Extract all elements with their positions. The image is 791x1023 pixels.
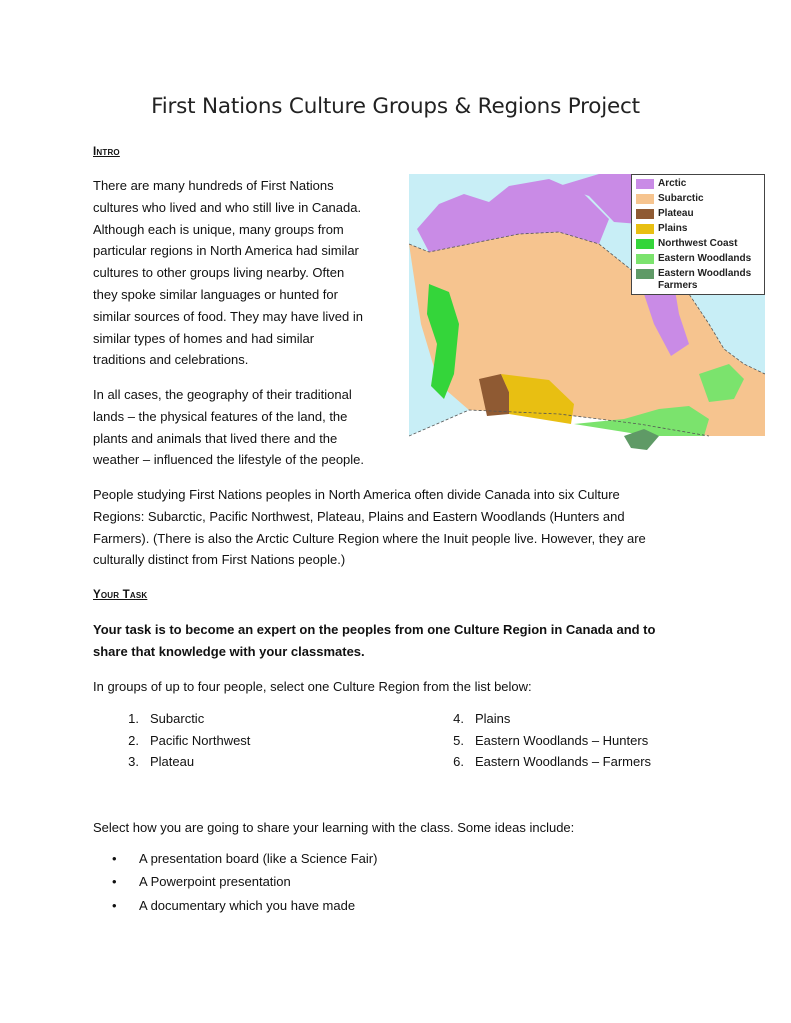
legend-item-eastern-woodlands-farmers [635,268,761,294]
task-heading: Your Task [93,589,148,601]
list-number: 1. [128,711,139,726]
intro-line: similar types of homes and had similar [93,330,315,346]
legend-swatch [636,269,654,279]
legend-item-arctic [635,178,761,193]
intro-line: cultures who lived and who still live in Canada. [93,199,362,215]
list-item [418,733,651,755]
list-item [93,711,250,733]
geography-line: In all cases, the geography of their traditional [93,387,352,402]
intro-line: There are many hundreds of First Nations [93,178,334,193]
legend-swatch [636,254,654,264]
legend-label: Eastern Woodlands Farmers [658,268,752,291]
page-title: First Nations Culture Groups & Regions Project [151,94,640,119]
list-item [93,733,250,755]
intro-line: Although each is unique, many groups from [93,221,344,237]
task-line: Your task is to become an expert on the peoples from one Culture Region in Canada and to [93,622,656,637]
list-label: Eastern Woodlands – Hunters [475,732,649,748]
legend-label: Plateau [658,208,694,219]
intro-line: particular regions in North America had similar [93,243,359,259]
culture-regions-map [409,174,765,469]
legend-swatch [636,209,654,219]
legend-label: Plains [658,223,688,234]
list-label: Eastern Woodlands – Farmers [475,754,652,770]
idea-label: A documentary which you have made [139,897,356,913]
list-item [112,898,377,921]
legend-item-eastern-woodlands [635,253,761,268]
culture-regions-paragraph [93,484,646,571]
legend-item-plateau [635,208,761,223]
legend-label: Subarctic [658,193,704,204]
intro-line: they spoke similar languages or hunted for [93,286,338,302]
intro-paragraph [93,175,363,371]
division-line: People studying First Nations peoples in North America often divide Canada into six Culture [93,487,620,502]
list-item [112,874,377,897]
legend-swatch [636,239,654,249]
legend-swatch [636,224,654,234]
list-label: Plateau [150,754,195,770]
list-number: 4. [453,711,464,726]
geography-line: lands – the physical features of the land, the [93,408,348,424]
geography-paragraph [93,384,364,471]
bullet-icon: • [112,897,117,913]
intro-line: similar sources of food. They may have lived in [93,308,363,324]
idea-label: A Powerpoint presentation [139,874,291,890]
list-number: 2. [128,732,139,748]
ideas-list [112,851,377,921]
map-legend [631,174,765,295]
list-item [418,754,651,776]
intro-line: traditions and celebrations. [93,352,249,368]
list-number: 3. [128,754,139,770]
legend-item-subarctic [635,193,761,208]
legend-label: Northwest Coast [658,238,738,249]
list-number: 6. [453,754,464,770]
task-line: share that knowledge with your classmates. [93,643,365,659]
culture-region-list-right [418,711,651,776]
legend-label: Eastern Woodlands [658,253,752,264]
legend-item-plains [635,223,761,238]
legend-swatch [636,194,654,204]
bullet-icon: • [112,851,117,866]
culture-region-list-left [93,711,250,776]
intro-heading: Intro [93,146,120,158]
list-item [418,711,651,733]
geography-line: weather – influenced the lifestyle of the people. [93,452,365,468]
division-line: Farmers). (There is also the Arctic Culture Region where the Inuit people live. However, they are [93,530,646,546]
list-label: Pacific Northwest [150,732,251,748]
task-statement [93,619,655,663]
bullet-icon: • [112,874,117,890]
legend-label: Arctic [658,178,687,189]
division-line: culturally distinct from First Nations people.) [93,552,346,568]
legend-item-northwest-coast [635,238,761,253]
list-item [112,851,377,874]
division-line: Regions: Subarctic, Pacific Northwest, Plateau, Plains and Eastern Woodlands (Hunters and [93,508,625,524]
list-item [93,754,250,776]
list-label: Plains [475,711,511,726]
list-label: Subarctic [150,711,205,726]
groups-instruction: In groups of up to four people, select one Culture Region from the list below: [93,679,532,694]
list-number: 5. [453,732,464,748]
geography-line: plants and animals that lived there and the [93,430,338,446]
intro-line: cultures to other groups living nearby. Often [93,265,345,281]
share-instruction: Select how you are going to share your learning with the class. Some ideas include: [93,820,575,835]
idea-label: A presentation board (like a Science Fair) [139,851,378,866]
legend-swatch [636,179,654,189]
